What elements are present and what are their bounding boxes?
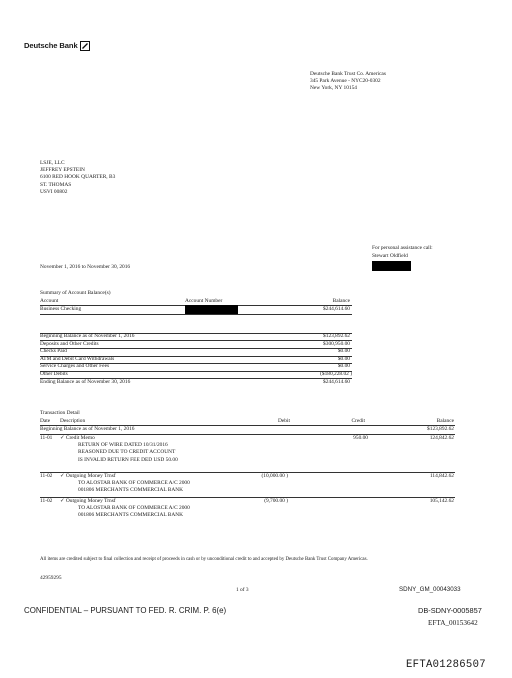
txn-desc-line: TO ALOSTAR BANK OF COMMERCE A/C 2000 — [78, 505, 190, 512]
txn-desc-line: IS INVALID RETURN FEE DED USD 50.00 — [78, 456, 178, 463]
balance-row — [40, 356, 352, 363]
efta-small-stamp: EFTA_00153642 — [428, 619, 478, 627]
reference-number: 42959295 — [40, 575, 62, 581]
txn-col-debit: Debit — [278, 418, 290, 424]
transaction-title: Transaction Detail — [40, 410, 80, 416]
summary-col-account: Account — [40, 298, 59, 304]
txn-desc-line: ✓ Outgoing Money Trnsf — [60, 473, 116, 479]
bank-logo-text: Deutsche Bank — [24, 41, 78, 50]
txn-desc-line: 001806 MERCHANTS COMMERCIAL BANK — [78, 512, 184, 519]
txn-col-balance: Balance — [436, 418, 454, 424]
summary-bottom-rule — [40, 314, 352, 315]
txn-description — [60, 435, 178, 464]
redacted-phone — [372, 261, 411, 271]
balance-value: $244,614.60 — [323, 378, 350, 385]
balance-value: $123,892.62 — [323, 333, 350, 339]
customer-address — [40, 160, 115, 196]
customer-address-line: LSJE, LLC — [40, 160, 65, 166]
txn-date: 11-02 — [40, 498, 53, 504]
bank-address-line: New York, NY 10154 — [310, 85, 357, 92]
balance-label: Ending Balance as of November 30, 2016 — [40, 378, 131, 385]
confidential-notice: CONFIDENTIAL – PURSUANT TO FED. R. CRIM. P. 6(e) — [24, 606, 227, 615]
summary-title: Summary of Account Balance(s) — [40, 290, 111, 296]
balance-row — [40, 371, 352, 378]
txn-balance: 105,142.62 — [429, 498, 454, 504]
balance-value: $0.00 — [337, 363, 350, 370]
balance-row — [40, 379, 352, 386]
txn-beginning-label: Beginning Balance as of November 1, 2016 — [40, 426, 135, 432]
bank-address-line: 345 Park Avenue - NYC20-0302 — [310, 78, 381, 85]
bank-address-line: Deutsche Bank Trust Co. Americas — [310, 71, 386, 77]
balance-row — [40, 363, 352, 370]
balance-label: Checks Paid — [40, 348, 67, 355]
txn-desc-line: REASONED DUE TO CREDIT ACCOUNT — [78, 449, 176, 456]
assistance-name: Stewart Oldfield — [372, 253, 408, 259]
txn-debit: (9,700.00 ) — [264, 498, 288, 504]
balance-label: Beginning Balance as of November 1, 2016 — [40, 333, 135, 339]
summary-col-balance: Balance — [332, 298, 350, 304]
deutsche-bank-slash-logo-icon — [80, 41, 90, 51]
txn-description — [60, 498, 190, 520]
summary-balance: $244,614.60 — [323, 306, 350, 312]
bank-address — [310, 71, 386, 93]
disclaimer: All items are credited subject to final collection and receipt of proceeds in cash or by unconditional credit to and accepted by Deutsche Bank Trust Company Americas. — [40, 557, 368, 562]
balance-value: $0.00 — [337, 355, 350, 362]
txn-desc-line: ✓ Credit Memo — [60, 435, 95, 441]
txn-col-date: Date — [40, 418, 51, 424]
db-sdny-stamp: DB-SDNY-0005857 — [418, 606, 482, 615]
balance-value: $300,950.00 — [323, 340, 350, 347]
statement-period: November 1, 2016 to November 30, 2016 — [40, 264, 131, 270]
customer-address-line: 6100 RED HOOK QUARTER, B3 — [40, 174, 116, 181]
txn-col-description: Description — [60, 418, 86, 424]
summary-account-name: Business Checking — [40, 306, 82, 312]
txn-desc-line: RETURN OF WIRE DATED 10/31/2016 — [78, 442, 168, 449]
balance-row — [40, 348, 352, 355]
balance-row — [40, 333, 352, 340]
balance-value: ($180,228.02 ) — [320, 371, 352, 377]
balance-label: Deposits and Other Credits — [40, 340, 99, 347]
page-number: 1 of 3 — [236, 587, 249, 593]
customer-address-line: JEFFREY EPSTEIN — [40, 167, 85, 174]
txn-beginning-balance: $123,892.62 — [427, 426, 454, 432]
txn-col-credit: Credit — [351, 418, 365, 424]
txn-date: 11-02 — [40, 473, 53, 479]
txn-desc-line: ✓ Outgoing Money Trnsf — [60, 498, 116, 504]
txn-desc-line: TO ALOSTAR BANK OF COMMERCE A/C 2000 — [78, 480, 190, 487]
assistance-label: For personal assistance call: — [372, 245, 433, 251]
txn-debit: (10,000.00 ) — [261, 473, 288, 479]
sdny-gm-stamp: SDNY_GM_00043033 — [399, 586, 461, 593]
efta-large-stamp: EFTA01286507 — [406, 659, 486, 671]
customer-address-line: ST. THOMAS — [40, 181, 72, 188]
txn-description — [60, 473, 190, 495]
balance-value: $0.00 — [337, 348, 350, 355]
txn-date: 11-01 — [40, 435, 53, 441]
txn-desc-line: 001806 MERCHANTS COMMERCIAL BANK — [78, 487, 184, 494]
balance-row — [40, 341, 352, 348]
balance-label: Other Debits — [40, 371, 68, 377]
balance-label: ATM and Debit Card Withdrawals — [40, 355, 115, 362]
txn-credit: 950.00 — [353, 435, 368, 441]
summary-col-number: Account Number — [185, 298, 223, 304]
txn-balance: 124,842.62 — [429, 435, 454, 441]
txn-balance: 114,842.62 — [429, 473, 454, 479]
customer-address-line: USVI 00802 — [40, 188, 68, 195]
balance-label: Service Charges and Other Fees — [40, 363, 110, 370]
